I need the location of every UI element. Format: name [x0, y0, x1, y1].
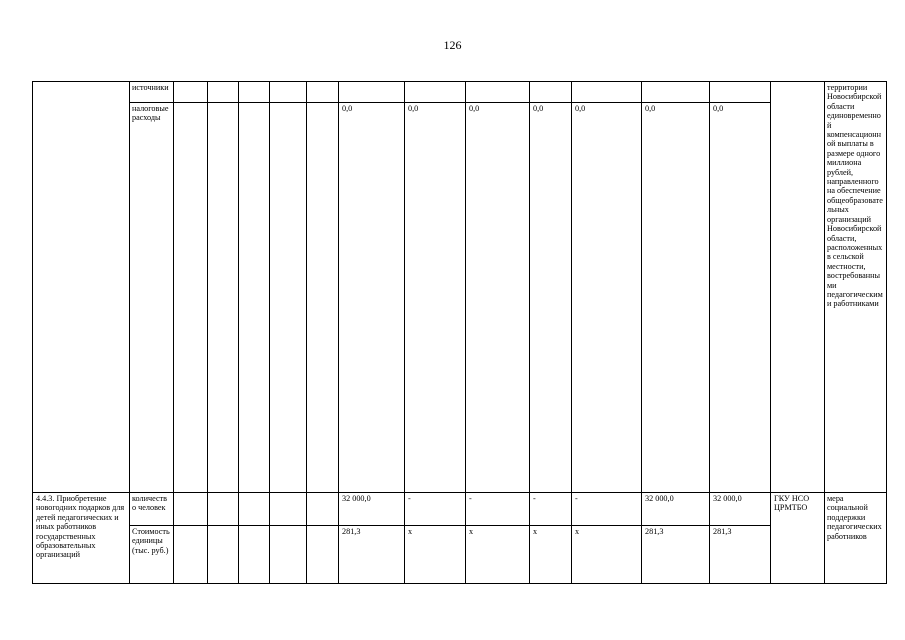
indicator-cell: источники — [130, 82, 174, 103]
value-cell: 32 000,0 — [710, 493, 771, 526]
value-cell: 0,0 — [642, 103, 710, 493]
value-cell: 0,0 — [572, 103, 642, 493]
table-row — [33, 82, 887, 103]
executor-cell: ГКУ НСО ЦРМТБО — [771, 493, 825, 584]
value-cell: 281,3 — [339, 526, 405, 584]
table-row — [33, 103, 887, 493]
table-row — [33, 493, 887, 526]
value-cell: х — [572, 526, 642, 584]
value-cell: 0,0 — [339, 103, 405, 493]
value-cell: - — [466, 493, 530, 526]
indicator-cell: количество человек — [130, 493, 174, 526]
value-cell: 0,0 — [405, 103, 466, 493]
value-cell: х — [530, 526, 572, 584]
program-table — [32, 81, 887, 584]
value-cell: - — [572, 493, 642, 526]
indicator-cell: Стоимость единицы (тыс. руб.) — [130, 526, 174, 584]
value-cell: - — [530, 493, 572, 526]
value-cell: 0,0 — [530, 103, 572, 493]
value-cell: 32 000,0 — [642, 493, 710, 526]
value-cell: 281,3 — [642, 526, 710, 584]
table-row — [33, 526, 887, 584]
measure-cell — [33, 82, 130, 493]
notes-cell: мера социальной поддержки педагогических работников — [825, 493, 887, 584]
measure-cell: 4.4.3. Приобретение новогодних подарков для детей педагогических и иных работников государственных образовательных организаций — [33, 493, 130, 584]
value-cell: 0,0 — [710, 103, 771, 493]
executor-cell — [771, 82, 825, 493]
indicator-cell: налоговые расходы — [130, 103, 174, 493]
notes-cell: территории Новосибирской области единовременной компенсационной выплаты в размере одного миллиона рублей, направленного на обеспечение общеобразовательных организаций Новосибирской области, расположенных в сельской местности, востребованными педагогическими работниками — [825, 82, 887, 493]
value-cell: х — [466, 526, 530, 584]
value-cell: х — [405, 526, 466, 584]
value-cell: 32 000,0 — [339, 493, 405, 526]
value-cell: - — [405, 493, 466, 526]
value-cell: 281,3 — [710, 526, 771, 584]
page-number: 126 — [443, 38, 462, 52]
value-cell: 0,0 — [466, 103, 530, 493]
